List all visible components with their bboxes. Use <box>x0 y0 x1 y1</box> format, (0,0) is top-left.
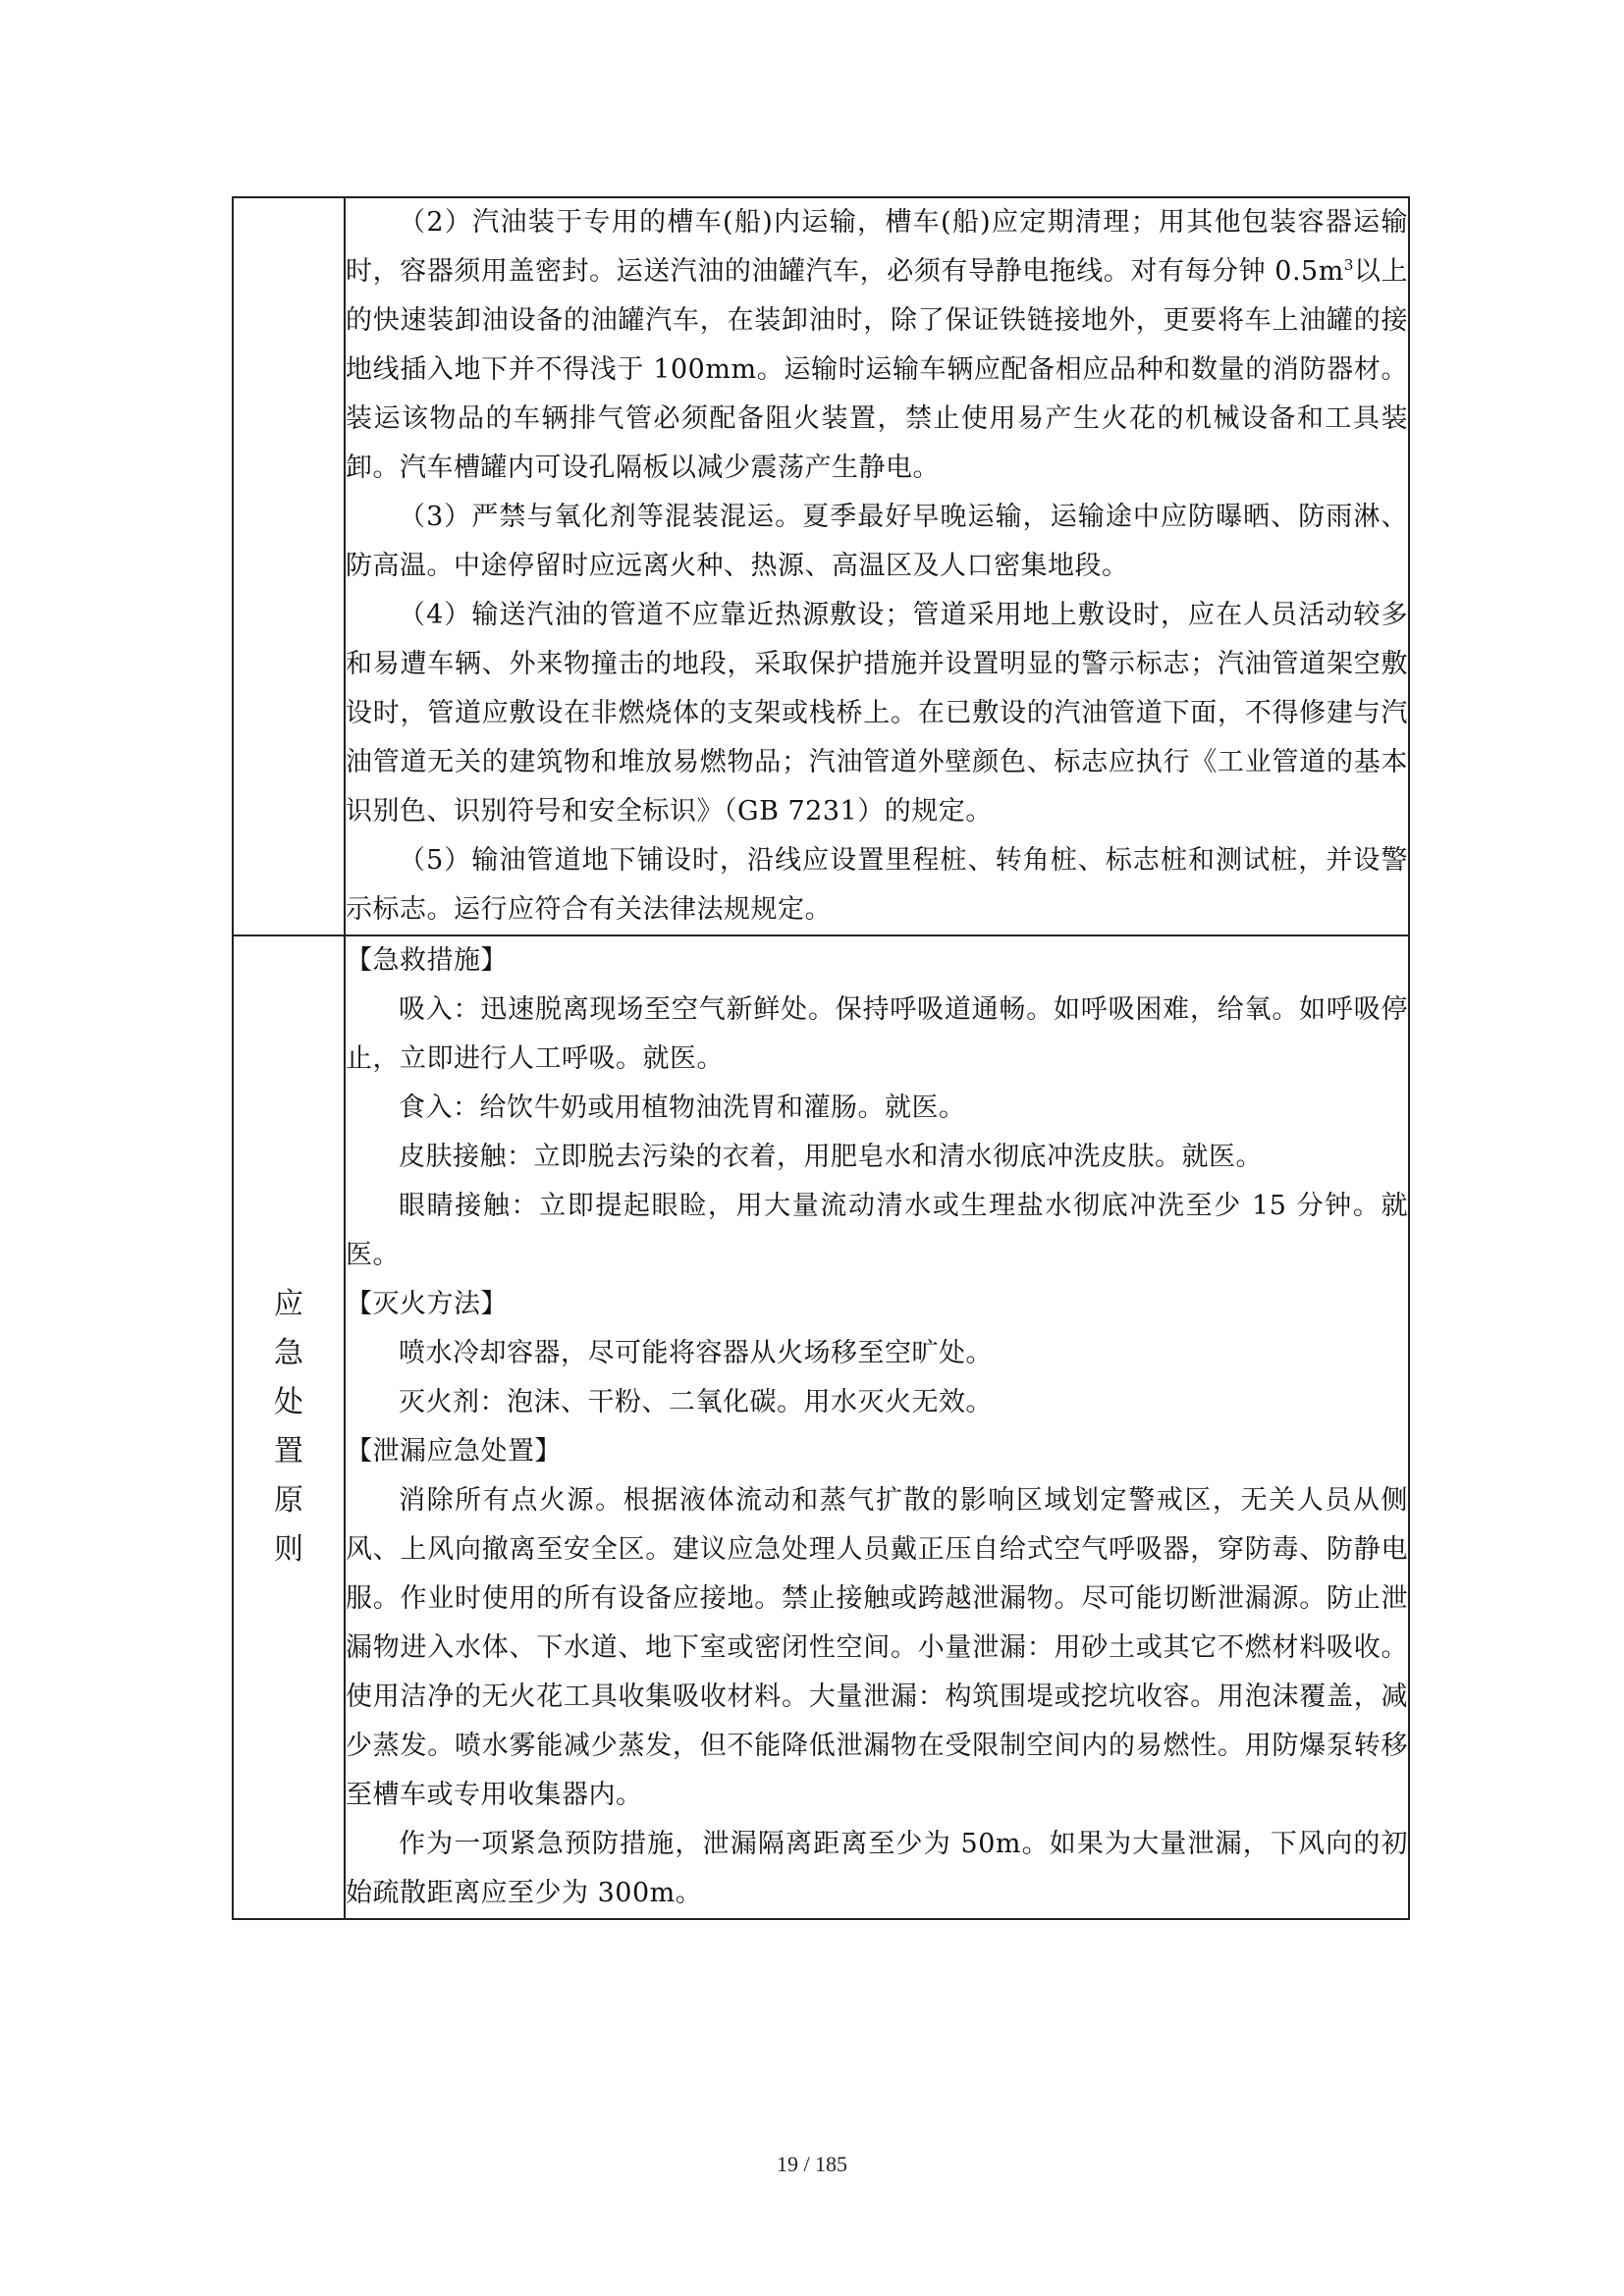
paragraph-transport-5: （5）输油管道地下铺设时，沿线应设置里程桩、转角桩、标志桩和测试桩，并设警示标志。运行应符合有关法律法规规定。 <box>346 845 1408 925</box>
transport-precautions-cell <box>345 197 1409 935</box>
row-label-empty <box>233 197 345 935</box>
table-row <box>233 935 1409 1919</box>
paragraph-transport-3: （3）严禁与氧化剂等混装混运。夏季最好早晚运输，运输途中应防曝晒、防雨淋、防高温。中途停留时应远离火种、热源、高温区及人口密集地段。 <box>346 502 1408 581</box>
skin-contact-text: 皮肤接触：立即脱去污染的衣着，用肥皂水和清水彻底冲洗皮肤。就医。 <box>399 1142 1263 1172</box>
fire-agent-text: 灭火剂：泡沫、干粉、二氧化碳。用水灭火无效。 <box>399 1387 993 1417</box>
table-row <box>233 197 1409 935</box>
paragraph-transport-4: （4）输送汽油的管道不应靠近热源敷设；管道采用地上敷设时，应在人员活动较多和易遭车辆、外来物撞击的地段，采取保护措施并设置明显的警示标志；汽油管道架空敷设时，管道应敷设在非燃烧体的支架或栈桥上。在已敷设的汽油管道下面，不得修建与汽油管道无关的建筑物和堆放易燃物品；汽油管道外壁颜色、标志应执行《工业管道的基本识别色、识别符号和安全标识》（GB 7231）的规定。 <box>346 600 1408 827</box>
inhalation-text: 吸入：迅速脱离现场至空气新鲜处。保持呼吸道通畅。如呼吸困难，给氧。如呼吸停止，立即进行人工呼吸。就医。 <box>346 994 1408 1074</box>
first-aid-heading: 【急救措施】 <box>346 945 508 976</box>
ingestion-text: 食入：给饮牛奶或用植物油洗胃和灌肠。就医。 <box>399 1093 966 1123</box>
row-label-emergency <box>233 935 345 1919</box>
page-number: 19 / 185 <box>776 2152 848 2176</box>
fire-fighting-heading: 【灭火方法】 <box>346 1289 508 1319</box>
eye-contact-text: 眼睛接触：立即提起眼睑，用大量流动清水或生理盐水彻底冲洗至少 15 分钟。就医。 <box>346 1191 1408 1270</box>
leak-response-heading: 【泄漏应急处置】 <box>346 1436 562 1467</box>
fire-method-text: 喷水冷却容器，尽可能将容器从火场移至空旷处。 <box>399 1338 993 1368</box>
leak-response-text: 消除所有点火源。根据液体流动和蒸气扩散的影响区域划定警戒区，无关人员从侧风、上风向撤离至安全区。建议应急处理人员戴正压自给式空气呼吸器，穿防毒、防静电服。作业时使用的所有设备应接地。禁止接触或跨越泄漏物。尽可能切断泄漏源。防止泄漏物进入水体、下水道、地下室或密闭性空间。小量泄漏：用砂土或其它不燃材料吸收。使用洁净的无火花工具收集吸收材料。大量泄漏：构筑围堤或挖坑收容。用泡沫覆盖，减少蒸发。喷水雾能减少蒸发，但不能降低泄漏物在受限制空间内的易燃性。用防爆泵转移至槽车或专用收集器内。 <box>346 1485 1408 1810</box>
emergency-principles-cell <box>345 935 1409 1919</box>
content-table <box>232 196 1410 1920</box>
paragraph-transport-2: （2）汽油装于专用的槽车(船)内运输，槽车(船)应定期清理；用其他包装容器运输时，容器须用盖密封。运送汽油的油罐汽车，必须有导静电拖线。对有每分钟 $0.5m^3$以上的快速装卸油设备的油罐汽车，在装卸油时，除了保证铁链接地外，更要将车上油罐的接地线插入地下并不得浅于 100mm。运输时运输车辆应配备相应品种和数量的消防器材。装运该物品的车辆排气管必须配备阻火装置，禁止使用易产生火花的机械设备和工具装卸。汽车槽罐内可设孔隔板以减少震荡产生静电。 <box>346 207 1409 483</box>
isolation-distance-text: 作为一项紧急预防措施，泄漏隔离距离至少为 50m。如果为大量泄漏，下风向的初始疏散距离应至少为 300m。 <box>346 1829 1408 1908</box>
emergency-principles-label: 应 急 处 置 原 则 <box>274 1287 303 1567</box>
